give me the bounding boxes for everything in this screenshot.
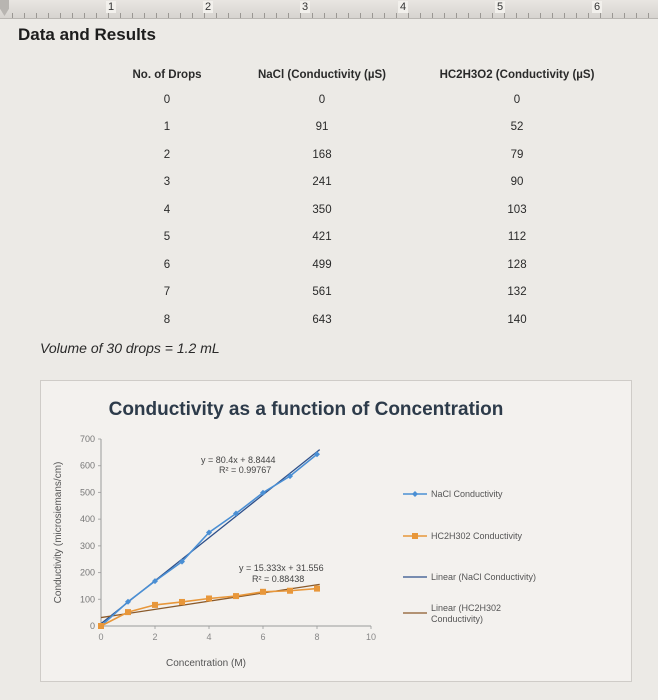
ruler-tick	[312, 13, 313, 18]
acetic-equation: y = 15.333x + 31.556	[239, 563, 324, 573]
legend-label: Conductivity)	[431, 614, 484, 624]
ruler-tick	[588, 13, 589, 18]
legend-label: NaCl Conductivity	[431, 489, 503, 499]
ruler-number: 4	[400, 1, 407, 13]
table-cell: 128	[507, 258, 527, 271]
legend-swatch-marker	[412, 533, 418, 539]
x-tick-label: 8	[314, 632, 320, 642]
y-tick-label: 600	[79, 460, 95, 471]
ruler-tick	[492, 13, 493, 18]
table-cell: 561	[312, 286, 332, 299]
ruler-tick	[144, 13, 145, 18]
ruler-tick	[180, 13, 181, 18]
column-header-acetic: HC2H3O2 (Conductivity (µS)	[439, 69, 595, 81]
ruler-tick	[48, 13, 49, 18]
ruler-tick	[228, 13, 229, 18]
legend-label: HC2H302 Conductivity	[431, 531, 523, 541]
ruler-number: 3	[302, 1, 309, 13]
conductivity-chart	[41, 381, 631, 681]
table-cell: 0	[163, 93, 171, 106]
y-tick-label: 100	[79, 594, 95, 605]
x-axis-label: Concentration (M)	[165, 658, 247, 669]
ruler-tick	[636, 13, 637, 18]
ruler-tick	[60, 13, 61, 18]
table-header-row	[92, 64, 632, 86]
ruler-tick	[480, 13, 481, 18]
ruler-tick	[564, 13, 565, 18]
ruler-tick	[24, 13, 25, 18]
ruler-tick	[384, 13, 385, 18]
acetic-r2: R² = 0.88438	[252, 574, 305, 584]
table-cell: 3	[163, 176, 171, 189]
table-cell: 132	[507, 286, 527, 299]
ruler-tick	[300, 13, 301, 18]
x-tick-label: 2	[152, 632, 158, 642]
legend-label: Linear (HC2H302	[431, 603, 502, 613]
data-point	[125, 609, 131, 615]
x-tick-label: 4	[206, 632, 212, 642]
data-point	[233, 593, 239, 599]
table-cell: 421	[312, 231, 332, 244]
ruler-tick	[36, 13, 37, 18]
column-header-nacl: NaCl (Conductivity (µS)	[257, 69, 387, 81]
ruler-tick	[612, 13, 613, 18]
table-cell: 103	[507, 203, 527, 216]
table-cell: 350	[312, 203, 332, 216]
table-cell: 5	[163, 231, 171, 244]
ruler-tick	[84, 13, 85, 18]
table-row	[92, 279, 632, 307]
table-cell: 643	[312, 313, 332, 326]
y-tick-label: 400	[79, 514, 95, 525]
ruler-tick	[12, 13, 13, 18]
document-ruler	[0, 0, 658, 19]
ruler-tick	[456, 13, 457, 18]
table-row	[92, 306, 632, 334]
ruler-tick	[552, 13, 553, 18]
ruler-tick	[324, 13, 325, 18]
table-cell: 0	[318, 93, 326, 106]
ruler-tick	[204, 13, 205, 18]
table-cell: 91	[315, 121, 329, 134]
data-point	[206, 595, 212, 601]
section-title: Data and Results	[18, 25, 156, 44]
table-cell: 90	[510, 176, 524, 189]
volume-note: Volume of 30 drops = 1.2 mL	[40, 340, 220, 356]
ruler-tick	[600, 13, 601, 18]
series-line	[101, 589, 317, 626]
table-cell: 0	[513, 93, 521, 106]
results-table	[92, 64, 632, 334]
ruler-tick	[348, 13, 349, 18]
table-cell: 168	[312, 148, 332, 161]
table-cell: 112	[507, 231, 527, 244]
ruler-tick	[468, 13, 469, 18]
table-cell: 79	[510, 148, 524, 161]
ruler-tick	[648, 13, 649, 18]
ruler-tick	[108, 13, 109, 18]
nacl-r2: R² = 0.99767	[219, 465, 272, 475]
data-point	[260, 589, 266, 595]
table-cell: 4	[163, 203, 171, 216]
ruler-tick	[624, 13, 625, 18]
chart-frame[interactable]	[40, 380, 632, 682]
ruler-tick	[192, 13, 193, 18]
table-row	[92, 251, 632, 279]
ruler-tick	[408, 13, 409, 18]
ruler-tick	[336, 13, 337, 18]
table-cell: 140	[507, 313, 527, 326]
ruler-tick	[240, 13, 241, 18]
chart-title: Conductivity as a function of Concentration	[108, 399, 504, 420]
table-cell: 8	[163, 313, 171, 326]
x-tick-label: 10	[365, 632, 377, 642]
ruler-tick	[504, 13, 505, 18]
table-row	[92, 169, 632, 197]
ruler-number: 2	[205, 1, 212, 13]
ruler-number: 6	[594, 1, 601, 13]
x-tick-label: 0	[98, 632, 104, 642]
data-point	[314, 586, 320, 592]
table-row	[92, 86, 632, 114]
data-point	[98, 623, 104, 629]
ruler-tick	[360, 13, 361, 18]
ruler-number: 1	[108, 1, 115, 13]
ruler-tick	[540, 13, 541, 18]
table-cell: 2	[163, 148, 171, 161]
y-tick-label: 700	[79, 434, 95, 444]
y-axis-label: Conductivity (microsiemans/cm)	[53, 461, 64, 604]
ruler-tick	[96, 13, 97, 18]
ruler-tick	[156, 13, 157, 18]
ruler-tick	[516, 13, 517, 18]
ruler-tick	[420, 13, 421, 18]
data-point	[287, 588, 293, 594]
legend-swatch-marker	[412, 491, 418, 497]
ruler-tick	[276, 13, 277, 18]
y-tick-label: 500	[79, 487, 95, 498]
y-tick-label: 0	[89, 621, 95, 631]
ruler-tick	[372, 13, 373, 18]
table-row	[92, 141, 632, 169]
ruler-tick	[216, 13, 217, 18]
table-cell: 1	[163, 121, 171, 134]
x-tick-label: 6	[260, 632, 266, 642]
ruler-tick	[396, 13, 397, 18]
ruler-tick	[528, 13, 529, 18]
table-cell: 52	[510, 121, 524, 134]
ruler-tick	[576, 13, 577, 18]
table-cell: 499	[312, 258, 332, 271]
data-point	[179, 599, 185, 605]
ruler-tick	[72, 13, 73, 18]
table-cell: 7	[163, 286, 171, 299]
ruler-tick	[264, 13, 265, 18]
y-tick-label: 200	[79, 567, 95, 578]
data-point	[152, 602, 158, 608]
ruler-tick	[288, 13, 289, 18]
table-cell: 241	[312, 176, 332, 189]
table-row	[92, 196, 632, 224]
table-row	[92, 224, 632, 252]
ruler-number: 5	[497, 1, 504, 13]
ruler-tick	[168, 13, 169, 18]
column-header-drops: No. of Drops	[132, 69, 202, 81]
nacl-equation: y = 80.4x + 8.8444	[201, 455, 276, 465]
ruler-tick	[252, 13, 253, 18]
table-cell: 6	[163, 258, 171, 271]
ruler-tick	[444, 13, 445, 18]
ruler-tick	[132, 13, 133, 18]
ruler-tick	[432, 13, 433, 18]
y-tick-label: 300	[79, 540, 95, 551]
table-row	[92, 114, 632, 142]
indent-marker-icon[interactable]	[0, 0, 9, 16]
ruler-tick	[120, 13, 121, 18]
legend-label: Linear (NaCl Conductivity)	[431, 572, 537, 582]
